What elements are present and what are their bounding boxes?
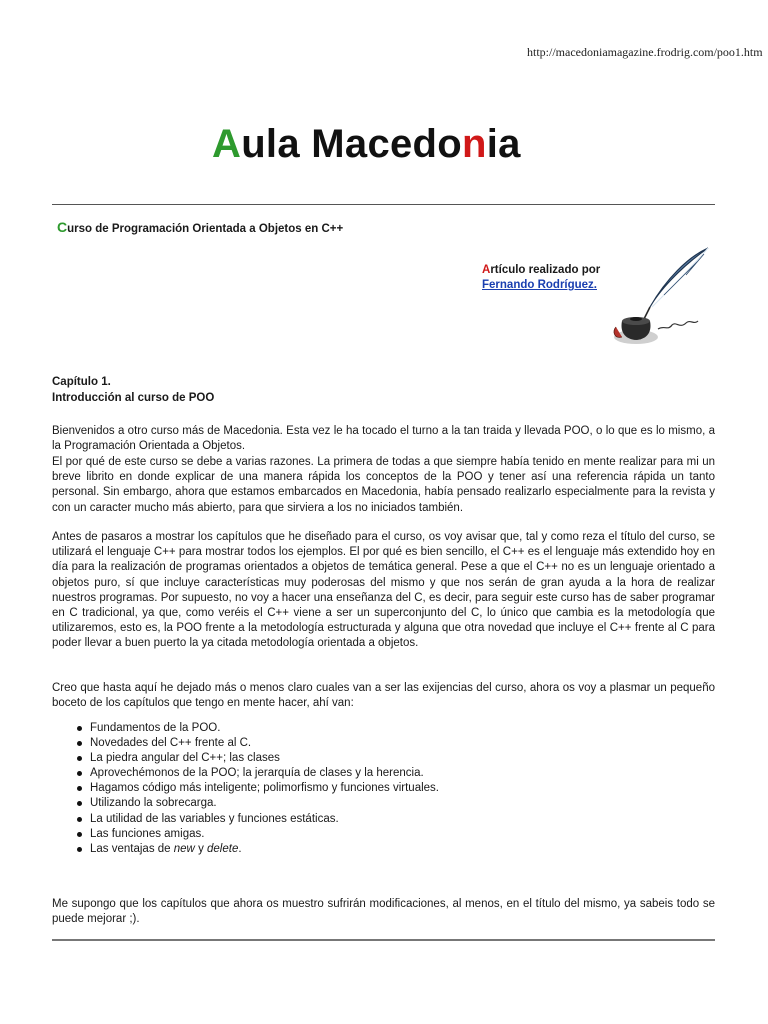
chapter-title: Introducción al curso de POO: [52, 392, 215, 404]
chapter-heading: [52, 374, 214, 406]
logo-letter-a: A: [212, 122, 242, 166]
keyword-new: new: [173, 842, 195, 855]
list-item: Hagamos código más inteligente; polimorfismo y funciones virtuales.: [90, 781, 439, 796]
list-item: La piedra angular del C++; las clases: [90, 751, 439, 766]
logo-text-end: ia: [486, 122, 521, 166]
closing-paragraph: Me supongo que los capítulos que ahora os muestro sufrirán modificaciones, al menos, en el título del mismo, ya sabeis todo se puede mejorar ;).: [52, 898, 715, 926]
bottom-divider: [52, 939, 715, 941]
chapter-number: Capítulo 1.: [52, 376, 111, 388]
list-item-text: Las ventajas de: [90, 842, 174, 855]
site-logo: [212, 122, 521, 167]
page-url: http://macedoniamagazine.frodrig.com/poo1.htm: [527, 45, 763, 59]
reasons-paragraph: El por qué de este curso se debe a varias razones. La primera de todas a que siempre había tenido en mente realizar para mi un breve librito en donde explicar de una manera rápida los conceptos de la POO y tener así una referencia rápida un tanto personal. Sin embargo, ahora que estamos embarcados en Macedonia, había pensado realizarlo especialmente para la revista y con un caracter mucho más abierto, para que sirviera a los no iniciados también.: [52, 456, 715, 514]
author-label: [482, 264, 600, 276]
list-item: Aprovechémonos de la POO; la jerarquía de clases y la herencia.: [90, 766, 439, 781]
list-item: Novedades del C++ frente al C.: [90, 736, 439, 751]
author-label-text: rtículo realizado por: [490, 264, 601, 276]
course-title: [57, 219, 343, 235]
list-item: La utilidad de las variables y funciones estáticas.: [90, 812, 439, 827]
list-item-text: .: [238, 842, 242, 855]
outline-paragraph: Creo que hasta aquí he dejado más o menos claro cuales van a ser las exijencias del curso, ahora os voy a plasmar un pequeño boceto de los capítulos que tengo en mente hacer, ahí van:: [52, 682, 715, 710]
list-item: [90, 842, 439, 857]
logo-letter-n: n: [462, 122, 487, 166]
author-link[interactable]: Fernando Rodríguez.: [482, 279, 597, 291]
top-divider: [52, 204, 715, 205]
language-paragraph: Antes de pasaros a mostrar los capítulos que he diseñado para el curso, os voy avisar que, tal y como reza el título del curso, se utilizará el lenguaje C++ para mostrar todos los ejemplos. El por qué es bien sencillo, el C++ es el lenguaje más extendido hoy en día para la realización de programas orientados a objetos de temática general. Pese a que el C++ no es un lenguaje orientado a objetos puro, sí que incluye características muy poderosas del mismo y que nos serán de gran ayuda a la hora de realizar nuestros programas. Por supuesto, no voy a hacer una enseñanza del C, es decir, para seguir este curso has de saber programar en C tradicional, ya que, como veréis el C++ viene a ser un superconjunto del C, lo único que cambia es la metodología que utilizaremos, esto es, la POO frente a la metodología estructurada y alguna que otra novedad que incluye el C++ frente al C para poder llevar a buen puerto la ya citada metodología orientada a objetos.: [52, 531, 715, 650]
keyword-delete: delete: [207, 842, 239, 855]
author-credit: [482, 264, 600, 291]
course-title-text: urso de Programación Orientada a Objetos en C++: [67, 223, 344, 235]
author-label-initial: A: [482, 264, 491, 276]
intro-paragraph: Bienvenidos a otro curso más de Macedonia. Esta vez le ha tocado el turno a la tan traida y llevada POO, o lo que es lo mismo, a la Programación Orientada a Objetos.: [52, 425, 715, 453]
list-item: Utilizando la sobrecarga.: [90, 796, 439, 811]
chapter-list: [52, 721, 439, 857]
logo-text: ula Macedo: [241, 122, 463, 166]
list-item: Las funciones amigas.: [90, 827, 439, 842]
list-item-text: y: [194, 842, 208, 855]
quill-and-inkwell-icon: [608, 245, 716, 349]
course-title-initial: C: [57, 219, 68, 235]
list-item: Fundamentos de la POO.: [90, 721, 439, 736]
